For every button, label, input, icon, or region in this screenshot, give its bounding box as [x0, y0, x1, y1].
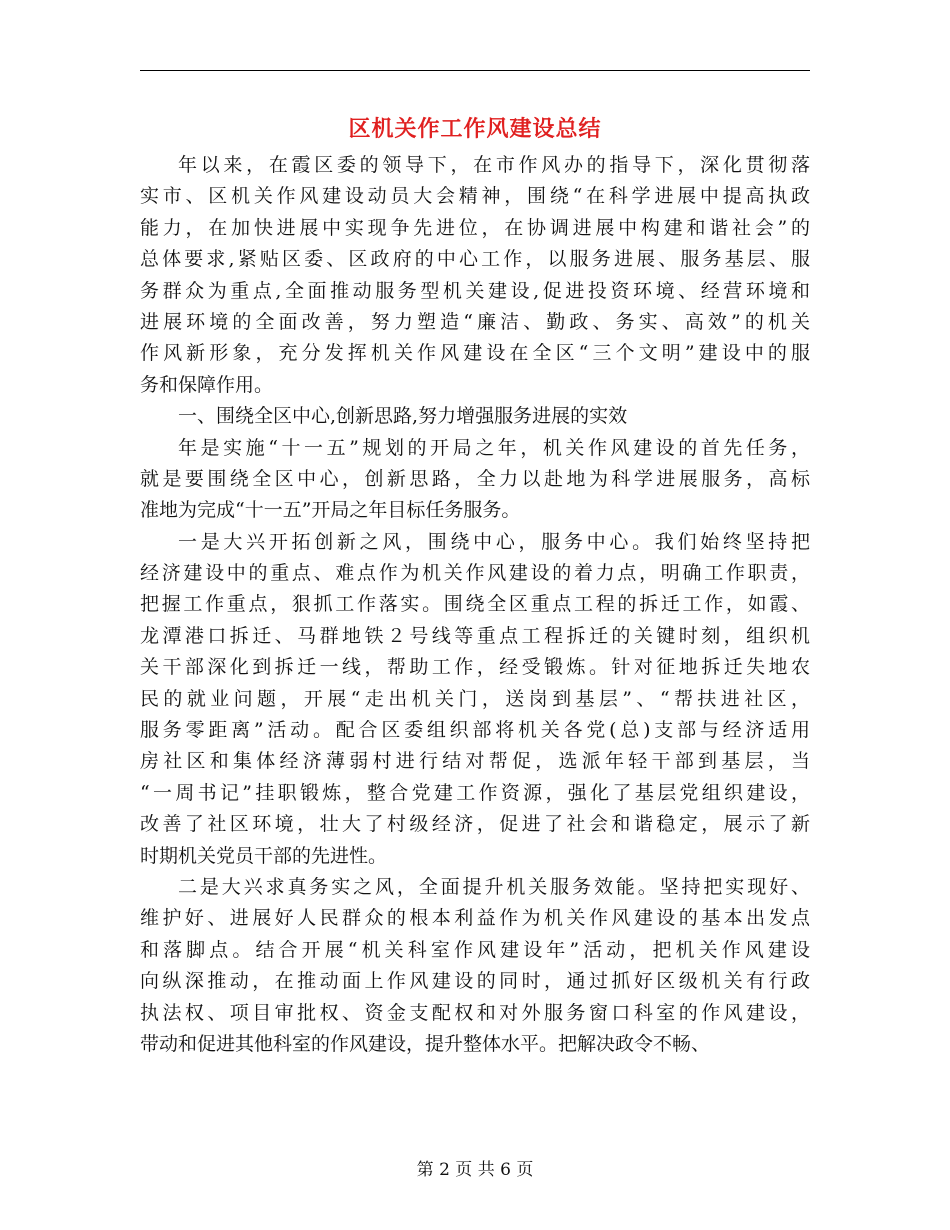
text-line: 带动和促进其他科室的作风建设，提升整体水平。把解决政令不畅、 — [140, 1032, 711, 1055]
text-line: 维护好、进展好人民群众的根本利益作为机关作风建设的基本出发点 — [140, 907, 810, 930]
paragraph — [140, 433, 810, 527]
text-line: “一周书记”挂职锻炼，整合党建工作资源，强化了基层党组织建设， — [140, 781, 810, 804]
text-line: 一是大兴开拓创新之风，围绕中心，服务中心。我们始终坚持把 — [178, 530, 810, 553]
text-line: 年以来，在霞区委的领导下，在市作风办的指导下，深化贯彻落 — [178, 154, 810, 176]
page-number: 第 2 页 共 6 页 — [416, 1160, 534, 1180]
text-line: 二是大兴求真务实之风，全面提升机关服务效能。坚持把实现好、 — [178, 875, 810, 898]
paragraph — [140, 401, 810, 432]
paragraph — [140, 150, 810, 401]
text-line: 房社区和集体经济薄弱村进行结对帮促，选派年轻干部到基层，当 — [140, 750, 810, 773]
text-line: 龙潭港口拆迁、马群地铁２号线等重点工程拆迁的关键时刻，组织机 — [140, 624, 810, 647]
text-line: 就是要围绕全区中心，创新思路，全力以赴地为科学进展服务，高标 — [140, 467, 810, 490]
text-line: 关干部深化到拆迁一线，帮助工作，经受锻炼。针对征地拆迁失地农 — [140, 656, 810, 679]
text-line: 务群众为重点,全面推动服务型机关建设,促进投资环境、经营环境和 — [140, 279, 810, 302]
text-line: 向纵深推动，在推动面上作风建设的同时，通过抓好区级机关有行政 — [140, 970, 810, 993]
text-line: 把握工作重点，狠抓工作落实。围绕全区重点工程的拆迁工作，如霞、 — [140, 593, 810, 616]
text-line: 一、围绕全区中心,创新思路,努力增强服务进展的实效 — [178, 405, 628, 428]
text-line: 执法权、项目审批权、资金支配权和对外服务窗口科室的作风建设， — [140, 1001, 810, 1024]
text-line: 总体要求,紧贴区委、区政府的中心工作，以服务进展、服务基层、服 — [140, 248, 810, 271]
paragraph — [140, 527, 810, 872]
text-line: 作风新形象，充分发挥机关作风建设在全区“三个文明”建设中的服 — [140, 342, 810, 365]
text-line: 进展环境的全面改善，努力塑造“廉洁、勤政、务实、高效”的机关 — [140, 310, 810, 333]
text-line: 实市、区机关作风建设动员大会精神，围绕“在科学进展中提高执政 — [140, 185, 810, 208]
document-body — [140, 150, 810, 1060]
text-line: 服务零距离”活动。配合区委组织部将机关各党(总)支部与经济适用 — [140, 719, 810, 742]
header-rule — [140, 70, 810, 71]
text-line: 民的就业问题，开展“走出机关门，送岗到基层”、“帮扶进社区， — [140, 687, 810, 710]
text-line: 务和保障作用。 — [140, 373, 274, 396]
text-line: 经济建设中的重点、难点作为机关作风建设的着力点，明确工作职责， — [140, 562, 810, 585]
text-line: 和落脚点。结合开展“机关科室作风建设年”活动，把机关作风建设 — [140, 938, 810, 961]
text-line: 年是实施“十一五”规划的开局之年，机关作风建设的首先任务， — [178, 436, 810, 459]
paragraph — [140, 872, 810, 1060]
text-line: 时期机关党员干部的先进性。 — [140, 844, 388, 867]
document-title: 区机关作工作风建设总结 — [348, 117, 602, 142]
text-line: 能力，在加快进展中实现争先进位，在协调进展中构建和谐社会”的 — [140, 216, 810, 239]
text-line: 准地为完成“十一五”开局之年目标任务服务。 — [140, 499, 521, 522]
text-line: 改善了社区环境，壮大了村级经济，促进了社会和谐稳定，展示了新 — [140, 813, 810, 836]
